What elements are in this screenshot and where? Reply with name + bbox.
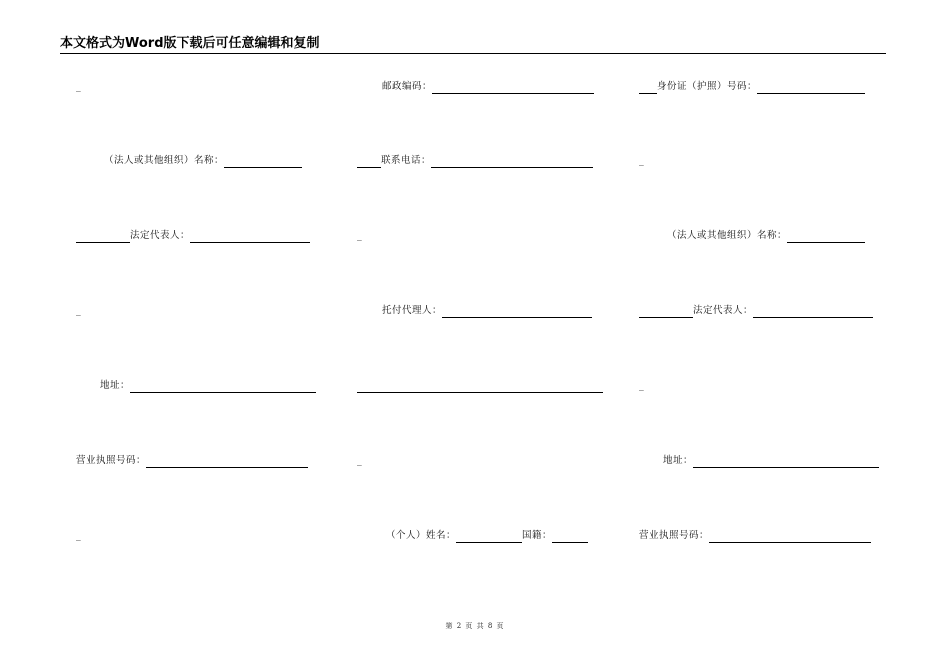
col3-rep-label: 法定代表人： [693,305,754,316]
header-rule [60,53,886,54]
col3-address-blank[interactable] [693,457,879,468]
col3-row2 [639,154,644,168]
col3-license-label: 营业执照号码： [639,530,710,541]
col3-row5-text: _ [639,380,645,391]
col3-rep-blank[interactable] [753,307,873,318]
col3-rep-prefix-blank[interactable] [639,307,693,318]
col2-postcode-blank[interactable] [432,83,594,94]
col1-address-label: 地址： [100,380,131,391]
col1-row4 [76,304,81,318]
col2-row7 [386,529,588,543]
col1-name-label: （法人或其他组织）名称： [104,155,225,166]
col2-fullwidth-blank[interactable] [357,382,603,393]
col1-row7-text: _ [76,530,82,541]
col2-person-name-label: （个人）姓名： [386,530,457,541]
col3-row4 [639,304,873,318]
col2-phone-blank[interactable] [431,157,593,168]
col3-address-label: 地址： [663,455,694,466]
col2-phone-label: 联系电话： [381,155,432,166]
col3-row7 [639,529,871,543]
col1-name-blank[interactable] [224,157,302,168]
col2-row5 [357,379,603,393]
col2-phone-prefix-blank[interactable] [357,157,381,168]
col2-postcode-label: 邮政编码： [382,81,433,92]
col2-agent-label: 托付代理人： [382,305,443,316]
col3-row1 [639,80,865,94]
col3-name-label: （法人或其他组织）名称： [667,230,788,241]
col1-address-blank[interactable] [130,382,316,393]
col3-row2-text: _ [639,155,645,166]
document-header: 本文格式为Word版下载后可任意编辑和复制 [60,36,320,51]
col2-nationality-blank[interactable] [552,532,588,543]
col3-id-blank[interactable] [757,83,865,94]
col1-row1 [76,80,81,94]
col1-rep-blank[interactable] [190,232,310,243]
col3-id-label: 身份证（护照）号码： [657,81,758,92]
col3-id-prefix-blank[interactable] [639,83,657,94]
col2-nationality-label: 国籍： [522,530,553,541]
col1-row6 [76,454,308,468]
col3-row6 [663,454,879,468]
col1-row4-text: _ [76,305,82,316]
page-number: 第 2 页 共 8 页 [445,622,505,630]
col3-row5 [639,379,644,393]
col2-row2 [357,154,593,168]
col2-row6 [357,454,362,468]
col2-row4 [382,304,592,318]
col2-row1 [382,80,594,94]
col3-name-blank[interactable] [787,232,865,243]
col2-row3 [357,229,362,243]
col1-row1-text: _ [76,81,82,92]
col1-license-label: 营业执照号码： [76,455,147,466]
col1-license-blank[interactable] [146,457,308,468]
col1-row3 [76,229,310,243]
col3-license-blank[interactable] [709,532,871,543]
col1-row7 [76,529,81,543]
col1-rep-label: 法定代表人： [130,230,191,241]
col3-row3 [667,229,865,243]
col2-row3-text: _ [357,230,363,241]
col2-person-name-blank[interactable] [456,532,522,543]
col1-row5 [100,379,316,393]
col2-row6-text: _ [357,455,363,466]
col2-agent-blank[interactable] [442,307,592,318]
col1-rep-prefix-blank[interactable] [76,232,130,243]
col1-row2 [104,154,302,168]
